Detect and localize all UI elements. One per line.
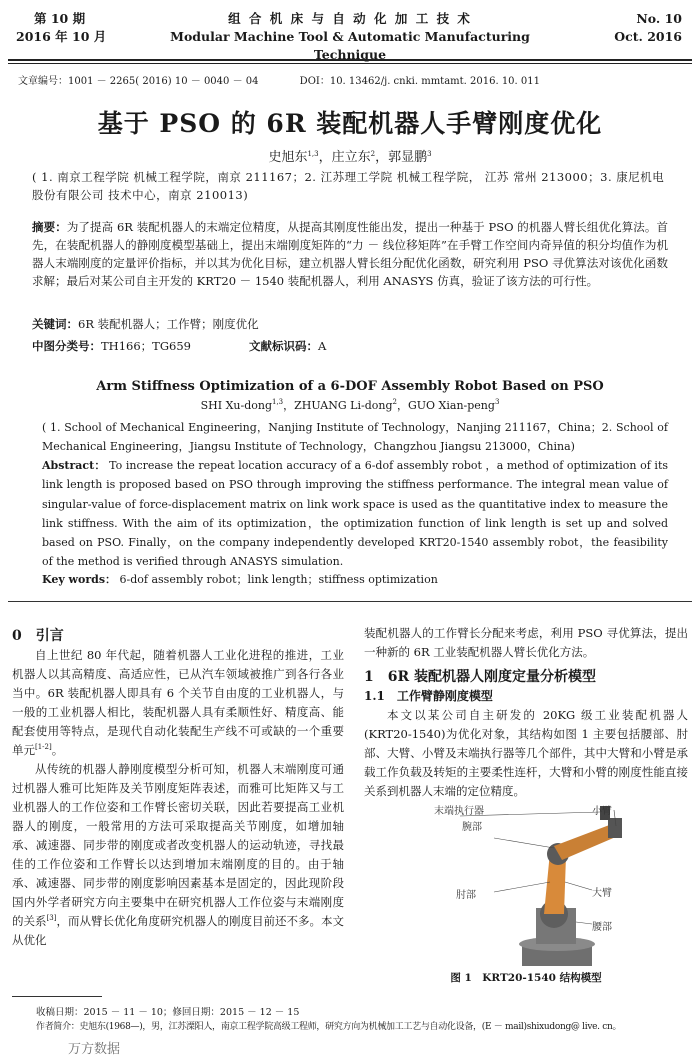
header-center [150, 10, 550, 64]
section-1-1-heading: 1.1 工作臂静刚度模型 [364, 689, 493, 703]
section-0-heading: 0 引言 [12, 628, 64, 644]
label-elbow: 肘部 [456, 890, 476, 901]
label-wrist: 腕部 [462, 822, 482, 833]
left-column [12, 627, 344, 950]
abstract-cn-text: 为了提高 6R 装配机器人的末端定位精度，从提高其刚度性能出发，提出一种基于 PSO 的机器人臂长组优化算法。首先，在装配机器人的静刚度模型基础上，提出末端刚度矩阵的“力 － 线位移矩阵”在手臂工作空间内奇异值的积分均值作为机器人末端刚度的定量评价指标，并以其为优化目标，建立机器人臂长组分配优化函数，研究利用 PSO 寻优算法对该优化函数求解；最后对某公司自主开发的 KRT20 － 1540 装配机器人，利用 ANASYS 仿真，验证了该方法的可行性。 [32, 220, 669, 288]
keywords-en [42, 571, 438, 587]
header-left [16, 10, 106, 46]
abstract-en-text: To increase the repeat location accuracy of a 6-dof assembly robot ，a method of optimization of its link length is proposed based on PSO through improving the stiffness performance. The integral mean value of singular-value of force-displacement matrix on link work space is used as the quantitative index to measure the link stiffness. With the aim of its optimization，the optimization function of link length is set up and solved based on PSO. Finally，on the company independently developed KRT20-1540 assembly robot，the feasibility of the method is verified through ANASYS simulation. [42, 459, 669, 569]
footnote-author-bio: 作者简介：史旭东(1968—)，男，江苏溧阳人，南京工程学院高级工程师，研究方向为机械加工工艺与自动化设备，(E － mail)shixudong@ live. cn。 [36, 1022, 622, 1032]
author-1-affil: 1,3 [307, 150, 319, 158]
authors-cn [0, 146, 700, 165]
leader-elbow [494, 882, 550, 892]
date-cn: 2016 年 10 月 [16, 29, 107, 44]
header-right [614, 10, 682, 46]
article-number: 文章编号：1001 － 2265( 2016) 10 － 0040 － 04 [18, 76, 259, 87]
label-waist: 腰部 [592, 922, 612, 933]
citation-1-2: [1-2] [35, 743, 52, 751]
affiliation-en: ( 1. School of Mechanical Engineering，Nanjing Institute of Technology，Nanjing 211167，China；2. School of Mechanical Engineering，Jiangsu Institute of Technology，Changzhou Jiangsu 213000，China) [42, 421, 668, 453]
keywords-en-label: Key words： [42, 573, 117, 586]
paper-title-en: Arm Stiffness Optimization of a 6-DOF Assembly Robot Based on PSO [96, 379, 604, 394]
paragraph-1-end: 。 [51, 743, 64, 757]
keywords-cn-text: 6R 装配机器人；工作臂；刚度优化 [78, 317, 259, 331]
section-1-heading: 1 6R 装配机器人刚度定量分析模型 [364, 669, 596, 685]
keywords-en-text: 6-dof assembly robot；link length；stiffness optimization [119, 573, 438, 586]
paragraph-4: 本文以某公司自主研发的 20KG 级工业装配机器人(KRT20-1540)为优化对象，其结构如图 1 主要包括腰部、肘部、大臂、小臂及末端执行器等几个部件，其中大臂和小臂是承载工作负载及转矩的主要柔性连杆，大臂和小臂的刚度性能直接关系到机器人末端的定位精度。 [364, 708, 688, 798]
affiliation-cn: ( 1. 南京工程学院 机械工程学院，南京 211167；2. 江苏理工学院 机械工程学院， 江苏 常州 213000；3. 康尼机电股份有限公司 技术中心，南京 210013) [32, 170, 665, 202]
running-header [0, 0, 700, 66]
author-en-1: SHI Xu-dong [200, 399, 272, 412]
paragraph-2-end: ，而从臂长优化角度研究机器人的刚度目前还不多。本文从优化 [12, 914, 345, 947]
paragraph-2 [12, 760, 344, 950]
clc-label: 中图分类号： [32, 339, 101, 353]
footnote-dates: 收稿日期：2015 － 11 － 10；修回日期：2015 － 12 － 15 [36, 1007, 300, 1018]
abstract-cn [32, 218, 668, 290]
article-meta [18, 72, 578, 87]
paragraph-1-text: 自上世纪 80 年代起，随着机器人工业化进程的推进，工业机器人以其高精度、高适应性，已从汽车领域被推广到各行各业当中。6R 装配机器人即具有 6 个关节自由度的工业机器人，与一般的工业机器人相比，装配机器人具有柔顺性好、精度高、能配套使用等特点，是现代自动化装配生产线不可或缺的一个重要单元 [12, 648, 344, 757]
authors-en [0, 397, 700, 413]
label-forearm: 小臂 [592, 806, 612, 817]
author-3-affil: 3 [427, 150, 432, 158]
figure-1-robot-model [404, 796, 644, 971]
doc-code-label: 文献标识码： [248, 339, 318, 353]
author-en-2-affil: 2 [392, 398, 397, 406]
clc-code: TH166；TG659 [101, 339, 191, 353]
paragraph-3: 装配机器人的工作臂长分配来考虑，利用 PSO 寻优算法，提出一种新的 6R 工业装配机器人臂长优化方法。 [364, 626, 688, 659]
author-en-3: ，GUO Xian-peng [396, 399, 495, 412]
keywords-cn [32, 316, 259, 332]
header-rule-thin [8, 63, 692, 64]
right-column [364, 624, 688, 801]
doi: DOI：10. 13462/j. cnki. mmtamt. 2016. 10. 011 [299, 76, 540, 87]
keywords-cn-label: 关键词： [32, 317, 78, 331]
author-1: 史旭东 [268, 150, 308, 165]
author-3: ，郭显鹏 [375, 150, 428, 165]
author-en-2: ，ZHUANG Li-dong [283, 399, 393, 412]
author-en-3-affil: 3 [494, 398, 500, 406]
issue-cn: 第 10 期 [34, 11, 86, 26]
journal-name-en: Modular Machine Tool & Automatic Manufacturing Technique [170, 29, 530, 62]
author-2: ，庄立东 [318, 150, 371, 165]
classification [32, 338, 326, 354]
author-en-1-affil: 1,3 [272, 398, 284, 406]
paragraph-1 [12, 646, 344, 760]
leader-upperarm [565, 882, 592, 890]
paper-title: 基于 PSO 的 6R 装配机器人手臂刚度优化 [97, 109, 603, 138]
watermark: 万方数据 [68, 1042, 121, 1057]
paragraph-2-text: 从传统的机器人静刚度模型分析可知，机器人末端刚度可通过机器人雅可比矩阵及关节刚度矩阵表述，而雅可比矩阵又与工业机器人的工作位姿和工作臂长密切关联，因此若要提高工业机器人的刚度，一般常用的方法可采取提高关节刚度，如增加轴承、减速器、同步带的刚度或者改变机器人的运动轨迹，寻找最佳的工作位姿和工作臂长以达到增加末端刚度的目的。由于轴承、减速器、同步带的刚度影响因素基本是固定的，因此现阶段国内外学者研究方向主要集中在研究机器人工作位姿与末端刚度的关系 [12, 762, 344, 928]
journal-name-cn: 组 合 机 床 与 自 动 化 加 工 技 术 [228, 11, 472, 26]
abstract-en-label: Abstract： [42, 459, 106, 472]
abstract-cn-label: 摘要： [32, 220, 67, 234]
date-en: Oct. 2016 [614, 29, 682, 44]
issue-en: No. 10 [636, 11, 682, 26]
robot-wrist [608, 818, 622, 838]
leader-waist [576, 922, 592, 924]
figure-1-caption: 图 1 KRT20-1540 结构模型 [450, 972, 602, 984]
leader-wrist [494, 838, 554, 848]
citation-3: [3] [46, 914, 57, 922]
label-upper-arm: 大臂 [592, 888, 612, 899]
section-divider [8, 601, 692, 602]
footnote-rule [12, 996, 102, 997]
header-rule-thick [8, 59, 692, 61]
abstract-en [42, 456, 668, 572]
label-end-effector: 末端执行器 [434, 806, 484, 817]
doc-code: A [317, 339, 327, 353]
author-2-affil: 2 [370, 150, 376, 158]
